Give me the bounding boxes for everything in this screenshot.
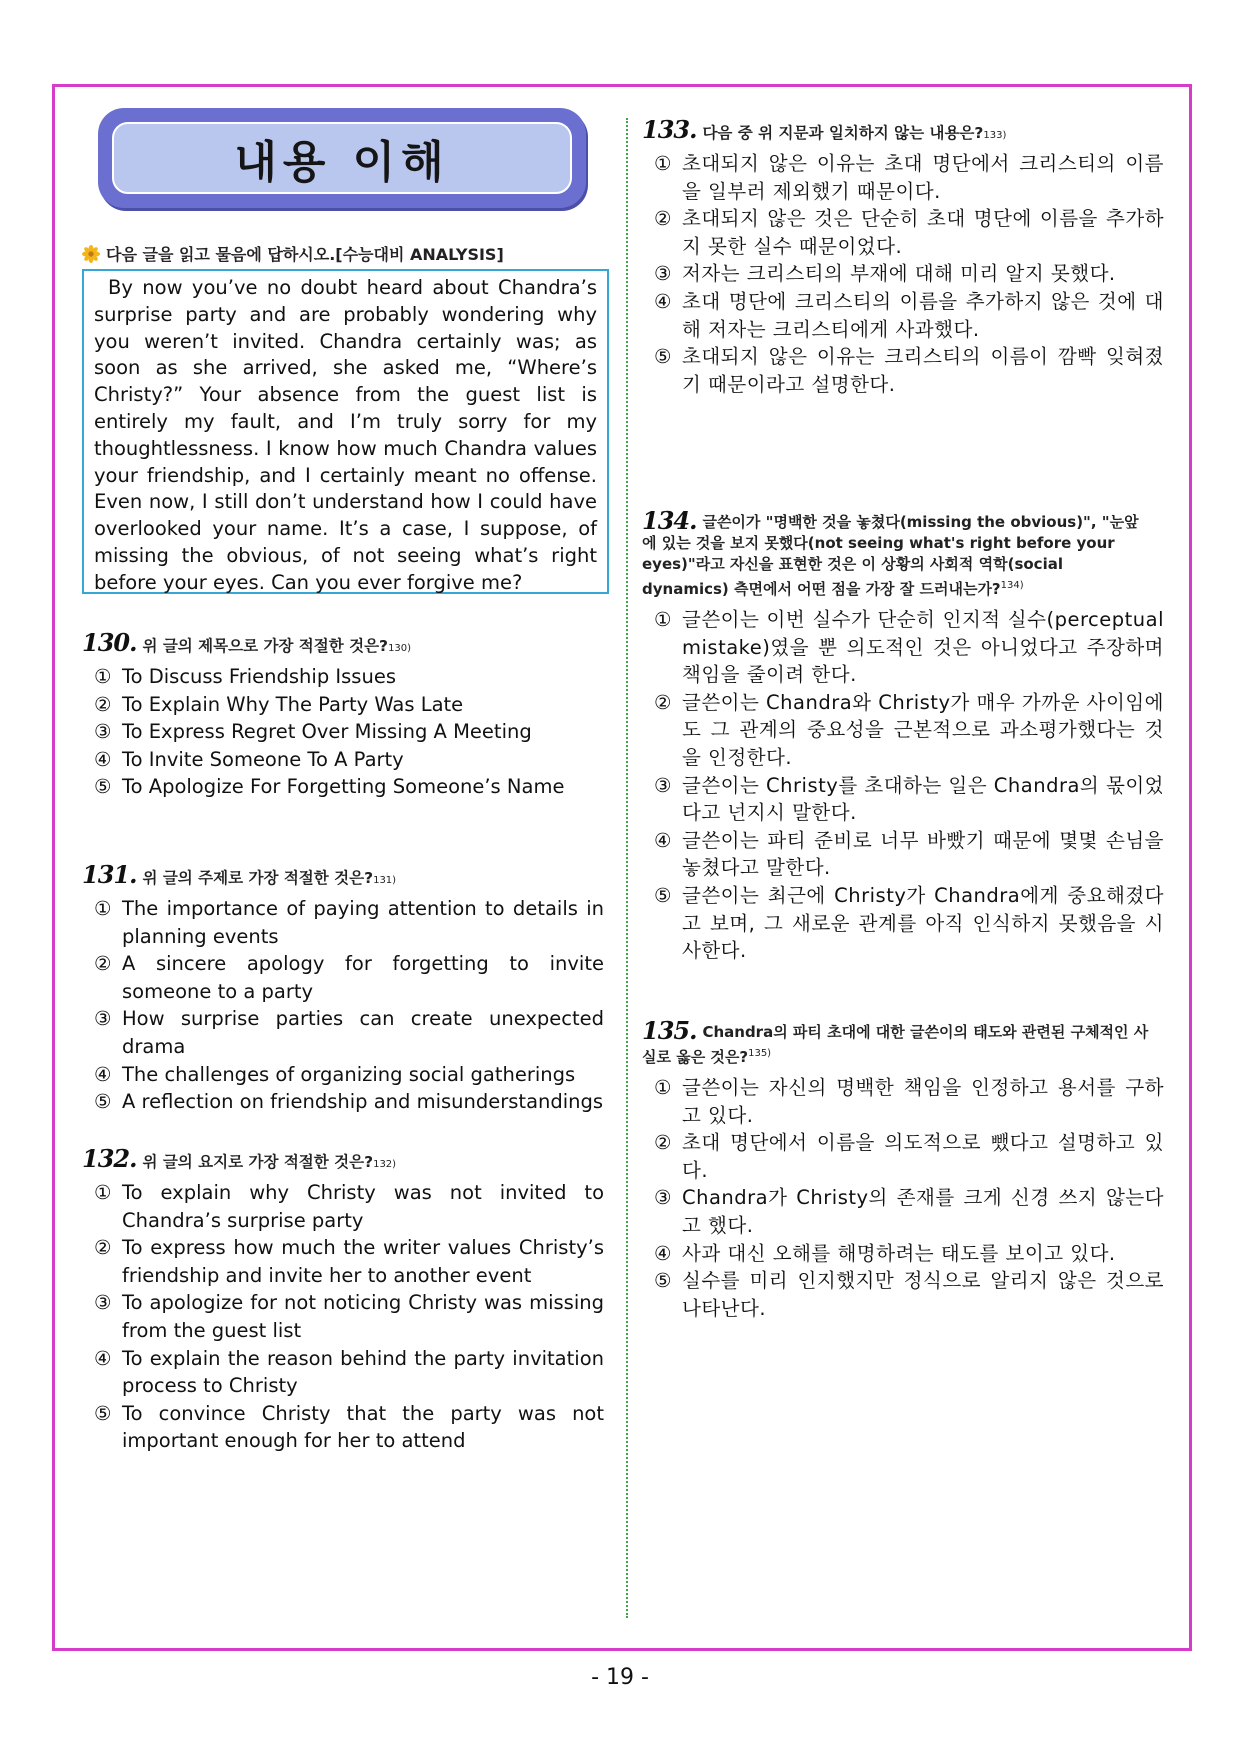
option-mark: ③ <box>654 262 672 286</box>
option[interactable] <box>82 895 604 950</box>
question-footnote: 132) <box>373 1159 397 1170</box>
option[interactable] <box>82 1005 604 1060</box>
question-number: 135. <box>642 1016 697 1045</box>
option-text: A reflection on friendship and misunderstandings <box>122 1090 604 1114</box>
option-mark: ⑤ <box>94 775 112 799</box>
question-text: 위 글의 제목으로 가장 적절한 것은? <box>142 637 389 655</box>
question-text: 위 글의 요지로 가장 적절한 것은? <box>142 1153 374 1171</box>
option[interactable] <box>642 205 1164 260</box>
option[interactable] <box>642 1074 1164 1129</box>
option[interactable] <box>82 718 604 746</box>
question-footnote: 131) <box>373 875 397 886</box>
option-text: 저자는 크리스티의 부재에 대해 미리 알지 못했다. <box>682 262 1116 286</box>
option-text: 글쓴이는 이번 실수가 단순히 인지적 실수(perceptual mistake)였을 뿐 의도적인 것은 아니었다고 주장하며 책임을 줄이려 한다. <box>682 608 1164 687</box>
option-text: To express how much the writer values Christy’s friendship and invite her to another event <box>122 1236 604 1287</box>
option-mark: ④ <box>654 1241 672 1265</box>
option-mark: ③ <box>94 1291 112 1315</box>
option[interactable] <box>642 1184 1164 1239</box>
title-banner-inner <box>112 122 572 194</box>
passage-text: By now you’ve no doubt heard about Chandra’s surprise party and are probably wondering why you weren’t invited. Chandra certainly was; as soon as she arrived, she asked me, “Where’s Christy?” Your absence from the guest list is entirely my fault, and I’m truly sorry for my thoughtlessness. I know how much Chandra values your friendship, and I certainly meant no offense. Even now, I still don’t understand how I could have overlooked your name. It’s a case, I suppose, of missing the obvious, of not seeing what’s right before your eyes. Can you ever forgive me? <box>94 276 597 594</box>
option[interactable] <box>642 1240 1164 1268</box>
option-text: To convince Christy that the party was not important enough for her to attend <box>122 1401 604 1453</box>
question-footnote: 130) <box>388 643 412 654</box>
option[interactable] <box>82 1088 604 1116</box>
option-text: The challenges of organizing social gatherings <box>122 1062 576 1086</box>
option-mark: ④ <box>94 747 112 771</box>
option-mark: ② <box>94 1236 112 1260</box>
option-mark: ④ <box>94 1062 112 1086</box>
option-mark: ③ <box>94 1007 112 1031</box>
option[interactable] <box>642 772 1164 827</box>
option[interactable] <box>82 1345 604 1400</box>
question-number: 134. <box>642 506 697 535</box>
option-text: To Express Regret Over Missing A Meeting <box>122 720 532 744</box>
option[interactable] <box>82 1061 604 1089</box>
option-mark: ⑤ <box>654 1269 672 1293</box>
option-mark: ① <box>94 665 112 688</box>
instruction <box>82 242 504 265</box>
option-mark: ④ <box>654 289 672 313</box>
question-132 <box>82 1144 604 1455</box>
option[interactable] <box>642 150 1164 205</box>
option-mark: ⑤ <box>654 345 672 369</box>
page-title: 내용 이해 <box>234 137 450 188</box>
option-mark: ⑤ <box>94 1401 112 1425</box>
option-list <box>642 1074 1164 1322</box>
question-head <box>642 506 1152 600</box>
option-mark: ③ <box>94 720 112 744</box>
option-mark: ② <box>654 207 672 231</box>
question-head <box>82 860 604 889</box>
question-head <box>82 628 604 657</box>
question-131 <box>82 860 604 1116</box>
instruction-text: 다음 글을 읽고 물음에 답하시오.[수능대비 ANALYSIS] <box>106 245 504 264</box>
option-text: 사과 대신 오해를 해명하려는 태도를 보이고 있다. <box>682 1241 1116 1265</box>
option-mark: ① <box>654 608 672 631</box>
option[interactable] <box>82 1289 604 1344</box>
option-text: To Discuss Friendship Issues <box>122 665 396 688</box>
question-footnote: 134) <box>1000 580 1024 591</box>
option-text: 글쓴이는 파티 준비로 너무 바빴기 때문에 몇몇 손님을 놓쳤다고 말한다. <box>682 828 1164 880</box>
option-mark: ⑤ <box>94 1090 112 1114</box>
option[interactable] <box>82 746 604 774</box>
question-text: 다음 중 위 지문과 일치하지 않는 내용은? <box>702 124 984 142</box>
option-mark: ① <box>94 897 112 920</box>
option-text: 글쓴이는 자신의 명백한 책임을 인정하고 용서를 구하고 있다. <box>682 1076 1164 1127</box>
column-divider <box>626 118 628 1618</box>
option[interactable] <box>642 343 1164 398</box>
option-mark: ③ <box>654 773 672 797</box>
flower-icon <box>82 245 100 263</box>
option-mark: ⑤ <box>654 883 672 907</box>
option-mark: ② <box>654 690 672 714</box>
option[interactable] <box>82 1234 604 1289</box>
option[interactable] <box>642 606 1164 689</box>
option-mark: ② <box>654 1131 672 1155</box>
option-text: To apologize for not noticing Christy was missing from the guest list <box>122 1291 604 1342</box>
option[interactable] <box>82 1400 604 1455</box>
option-list <box>82 895 604 1116</box>
question-130 <box>82 628 604 801</box>
option-mark: ③ <box>654 1186 672 1210</box>
option-text: 초대되지 않은 것은 단순히 초대 명단에 이름을 추가하지 못한 실수 때문이었다. <box>682 207 1164 258</box>
option-text: To Explain Why The Party Was Late <box>122 692 464 716</box>
option[interactable] <box>82 1179 604 1234</box>
option-list <box>642 150 1164 398</box>
option-text: 초대되지 않은 이유는 크리스티의 이름이 깜빡 잊혀졌기 때문이라고 설명한다. <box>682 345 1164 396</box>
option-list <box>82 1179 604 1455</box>
question-135 <box>642 1016 1164 1322</box>
option[interactable] <box>642 1267 1164 1322</box>
option-text: 초대 명단에서 이름을 의도적으로 뺐다고 설명하고 있다. <box>682 1131 1164 1182</box>
option-list <box>82 663 604 801</box>
option-text: To Invite Someone To A Party <box>122 747 404 771</box>
question-text: 위 글의 주제로 가장 적절한 것은? <box>142 869 374 887</box>
option-text: 글쓴이는 최근에 Christy가 Chandra에게 중요해졌다고 보며, 그 새로운 관계를 아직 인식하지 못했음을 시사한다. <box>682 883 1164 963</box>
question-text: Chandra의 파티 초대에 대한 글쓴이의 태도와 관련된 구체적인 사실로 옳은 것은? <box>642 1023 1149 1066</box>
option-text: 글쓴이는 Christy를 초대하는 일은 Chandra의 몫이었다고 넌지시 말한다. <box>682 773 1164 825</box>
question-footnote: 135) <box>748 1048 772 1059</box>
option-mark: ④ <box>654 828 672 852</box>
option-text: A sincere apology for forgetting to invite someone to a party <box>122 952 604 1003</box>
option-mark: ① <box>94 1181 112 1204</box>
option-mark: ② <box>94 692 112 716</box>
question-head <box>642 1016 1152 1068</box>
option-list <box>642 606 1164 965</box>
question-footnote: 133) <box>983 130 1007 141</box>
option[interactable] <box>82 691 604 719</box>
option[interactable] <box>642 827 1164 882</box>
option[interactable] <box>642 882 1164 965</box>
option[interactable] <box>82 773 604 801</box>
option[interactable] <box>642 1129 1164 1184</box>
option-mark: ② <box>94 952 112 976</box>
option-mark: ① <box>654 152 672 175</box>
option-text: 초대 명단에 크리스티의 이름을 추가하지 않은 것에 대해 저자는 크리스티에게 사과했다. <box>682 289 1164 341</box>
option-text: 실수를 미리 인지했지만 정식으로 알리지 않은 것으로 나타난다. <box>682 1269 1164 1320</box>
question-number: 131. <box>82 860 137 889</box>
question-number: 133. <box>642 115 697 144</box>
option[interactable] <box>82 950 604 1005</box>
question-133 <box>642 115 1164 398</box>
question-head <box>642 115 1164 144</box>
option-text: To Apologize For Forgetting Someone’s Name <box>122 775 565 799</box>
question-text: 글쓴이가 "명백한 것을 놓쳤다(missing the obvious)", "눈앞에 있는 것을 보지 못했다(not seeing what's right before your eyes)"라고 자신을 표현한 것은 이 상황의 사회적 역학(social dynamics) 측면에서 어떤 점을 가장 잘 드러내는가? <box>642 513 1139 598</box>
reading-passage <box>82 269 609 594</box>
option-text: 초대되지 않은 이유는 초대 명단에서 크리스티의 이름을 일부러 제외했기 때문이다. <box>682 152 1164 203</box>
page-number: - 19 - <box>591 1665 649 1690</box>
option[interactable] <box>642 260 1164 288</box>
option[interactable] <box>642 689 1164 772</box>
option-text: 글쓴이는 Chandra와 Christy가 매우 가까운 사이임에도 그 관계의 중요성을 근본적으로 과소평가했다는 것을 인정한다. <box>682 690 1164 769</box>
option-text: The importance of paying attention to details in planning events <box>122 897 604 948</box>
option-text: To explain the reason behind the party invitation process to Christy <box>122 1346 604 1398</box>
title-banner <box>98 108 586 208</box>
question-number: 132. <box>82 1144 137 1173</box>
option-text: Chandra가 Christy의 존재를 크게 신경 쓰지 않는다고 했다. <box>682 1186 1164 1237</box>
option-mark: ① <box>654 1076 672 1099</box>
question-number: 130. <box>82 628 137 657</box>
option[interactable] <box>82 663 604 691</box>
option-text: How surprise parties can create unexpected drama <box>122 1007 604 1058</box>
question-head <box>82 1144 604 1173</box>
option-mark: ④ <box>94 1346 112 1370</box>
option-text: To explain why Christy was not invited to Chandra’s surprise party <box>122 1181 604 1232</box>
option[interactable] <box>642 288 1164 343</box>
question-134 <box>642 506 1164 965</box>
